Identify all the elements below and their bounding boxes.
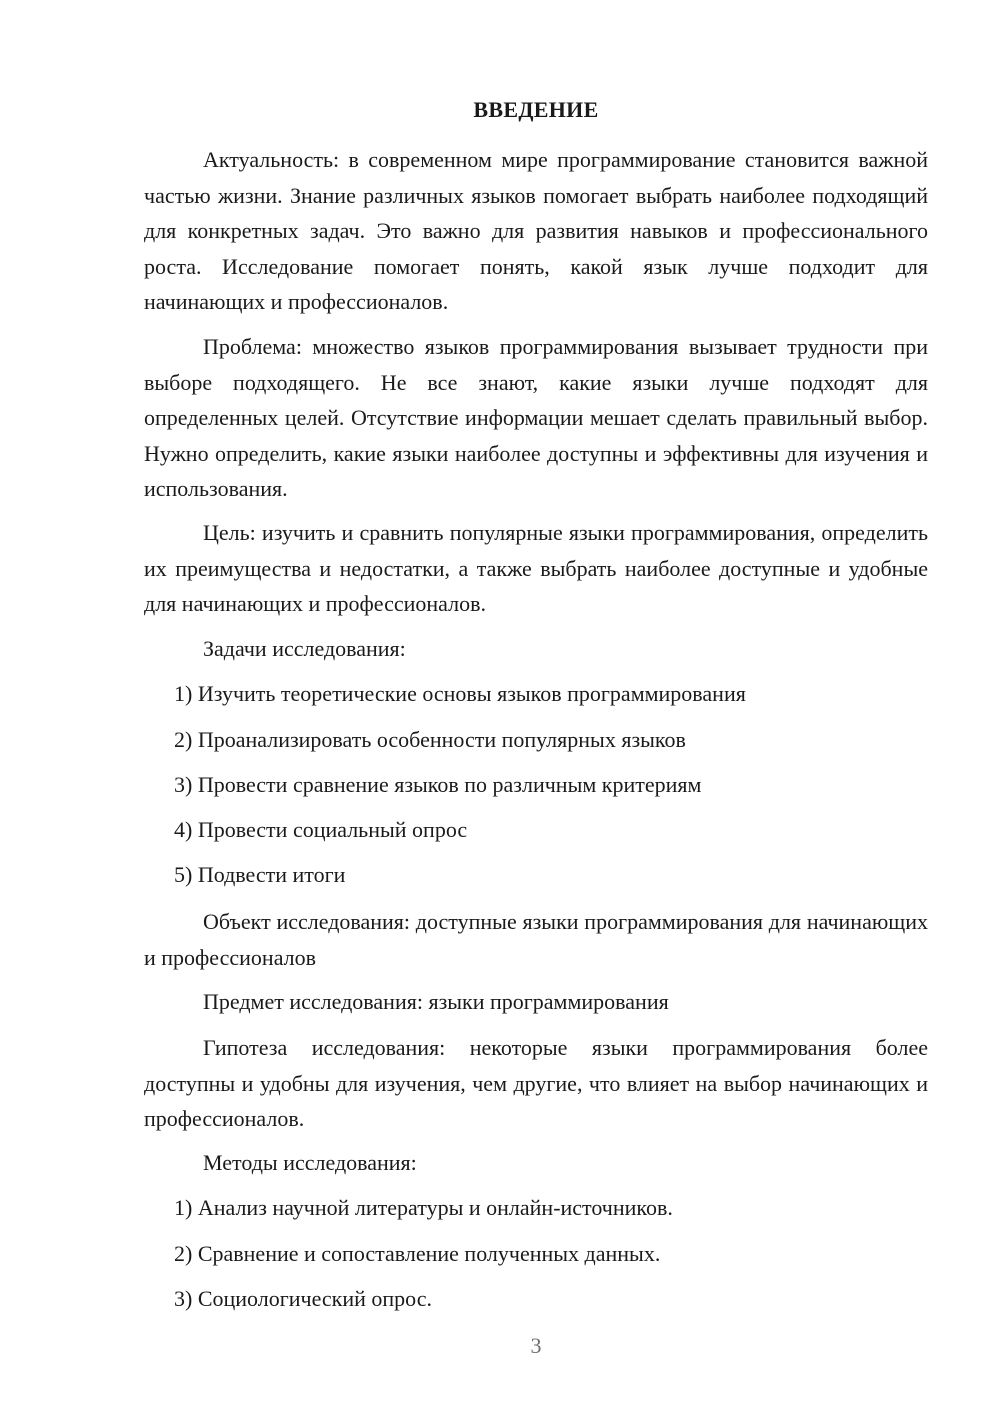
- task-item: 2) Проанализировать особенности популярных языков: [174, 727, 686, 752]
- hypothesis-paragraph: Гипотеза исследования: некоторые языки программирования более доступны и удобны для изучения, чем другие, что влияет на выбор начинающих и профессионалов.: [144, 1035, 928, 1131]
- goal-paragraph: Цель: изучить и сравнить популярные языки программирования, определить их преимущества и недостатки, а также выбрать наиболее доступные и удобные для начинающих и профессионалов.: [144, 520, 928, 616]
- page-number: 3: [530, 1333, 542, 1358]
- method-item: 2) Сравнение и сопоставление полученных данных.: [174, 1241, 661, 1266]
- method-item: 1) Анализ научной литературы и онлайн-источников.: [174, 1195, 673, 1220]
- task-item: 4) Провести социальный опрос: [174, 817, 468, 842]
- section-heading: ВВЕДЕНИЕ: [473, 97, 599, 122]
- task-item: 1) Изучить теоретические основы языков программирования: [174, 681, 746, 706]
- method-item: 3) Социологический опрос.: [174, 1286, 432, 1311]
- methods-title: Методы исследования:: [203, 1150, 417, 1175]
- relevance-paragraph: Актуальность: в современном мире программирование становится важной частью жизни. Знание различных языков помогает выбрать наиболее подходящий для конкретных задач. Это важно для развития навыков и профессионального роста. Исследование помогает понять, какой язык лучше подходит для начинающих и профессионалов.: [144, 147, 928, 314]
- task-item: 5) Подвести итоги: [174, 862, 346, 887]
- subject-paragraph: Предмет исследования: языки программирования: [203, 989, 669, 1014]
- tasks-title: Задачи исследования:: [203, 636, 406, 661]
- task-item: 3) Провести сравнение языков по различным критериям: [174, 772, 702, 797]
- object-paragraph: Объект исследования: доступные языки программирования для начинающих и профессионалов: [144, 909, 928, 970]
- problem-paragraph: Проблема: множество языков программирования вызывает трудности при выборе подходящего. Не все знают, какие языки лучше подходят для определенных целей. Отсутствие информации мешает сделать правильный выбор. Нужно определить, какие языки наиболее доступны и эффективны для изучения и использования.: [144, 334, 928, 501]
